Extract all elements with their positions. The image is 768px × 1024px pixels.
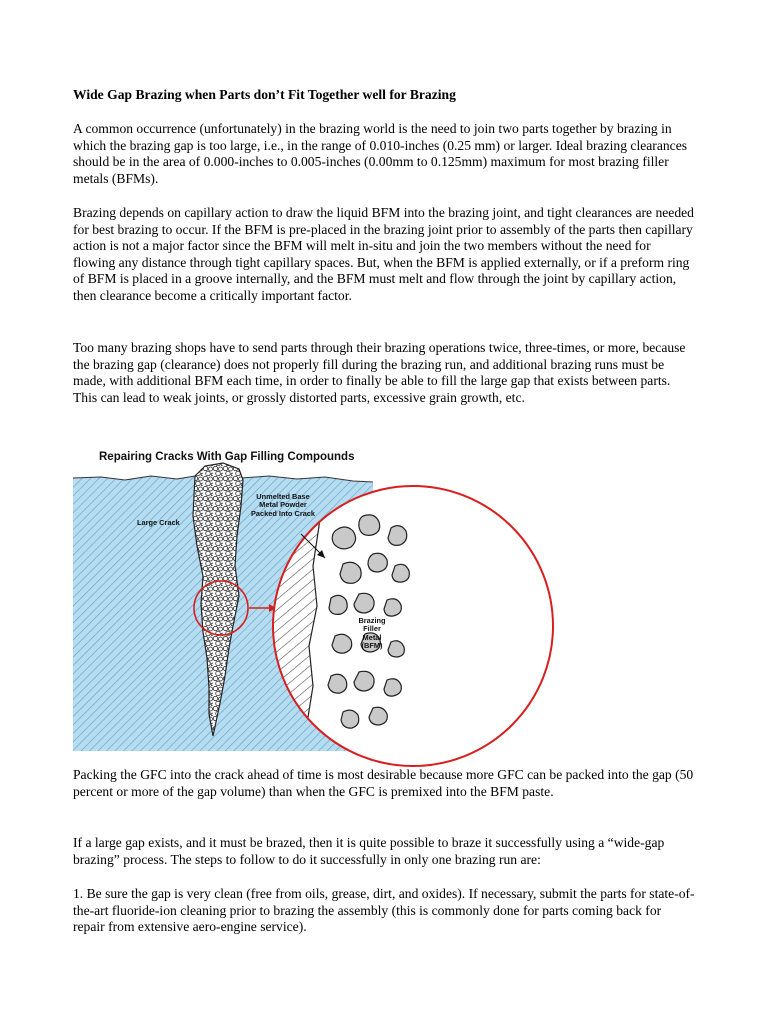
paragraph-wide-gap-process: If a large gap exists, and it must be brazed, then it is quite possible to braze it successfully using a “wide-gap brazing” process. The steps to follow to do it successfully in only one brazing run are: [73,835,665,867]
paragraph-multiple-runs: Too many brazing shops have to send parts through their brazing operations twice, three-times, or more, because the brazing gap (clearance) does not properly fill during the brazing run, and additional brazing runs must be made, with additional BFM each time, in order to finally be able to fill the large gap that exists between parts. This can lead to weak joints, or grossly distorted parts, excessive grain growth, etc. [73,340,686,405]
label-large-crack: Large Crack [137,518,180,527]
paragraph-capillary: Brazing depends on capillary action to draw the liquid BFM into the brazing joint, and tight clearances are needed for best brazing to occur. If the BFM is pre-placed in the brazing joint prior to assembly of the parts then capillary action is not a major factor since the BFM will melt in-situ and join the two members without the need for flowing any distance through tight capillary spaces. But, when the BFM is applied externally, or if a preform ring of BFM is placed in a groove internally, and the BFM must melt and flow through the joint by capillary action, then clearance become a critically important factor. [73,205,694,303]
crack-repair-diagram [73,436,418,751]
figure-title: Repairing Cracks With Gap Filling Compounds [99,451,355,463]
paragraph-packing-gfc: Packing the GFC into the crack ahead of time is most desirable because more GFC can be packed into the gap (50 percent or more of the gap volume) than when the GFC is premixed into the BFM paste. [73,767,694,799]
paragraph-step-1: 1. Be sure the gap is very clean (free from oils, grease, dirt, and oxides). If necessary, submit the parts for state-of-the-art fluoride-ion cleaning prior to brazing the assembly (this is commonly done for parts coming back for repair from extensive aero-engine service). [73,886,695,935]
label-brazing-filler-metal: Brazing Filler Metal (BFM) [358,616,386,651]
paragraph-intro: A common occurrence (unfortunately) in the brazing world is the need to join two parts together by brazing in which the brazing gap is too large, i.e., in the range of 0.010-inches (0.25 mm) or larger. Ideal brazing clearances should be in the area of 0.000-inches to 0.005-inches (0.00mm to 0.125mm) maximum for most brazing filler metals (BFMs). [73,121,688,186]
document-title: Wide Gap Brazing when Parts don’t Fit Together well for Brazing [73,87,456,102]
label-unmelted-powder: Unmelted Base Metal Powder Packed Into Crack [250,492,316,518]
crack-repair-figure [73,436,418,751]
